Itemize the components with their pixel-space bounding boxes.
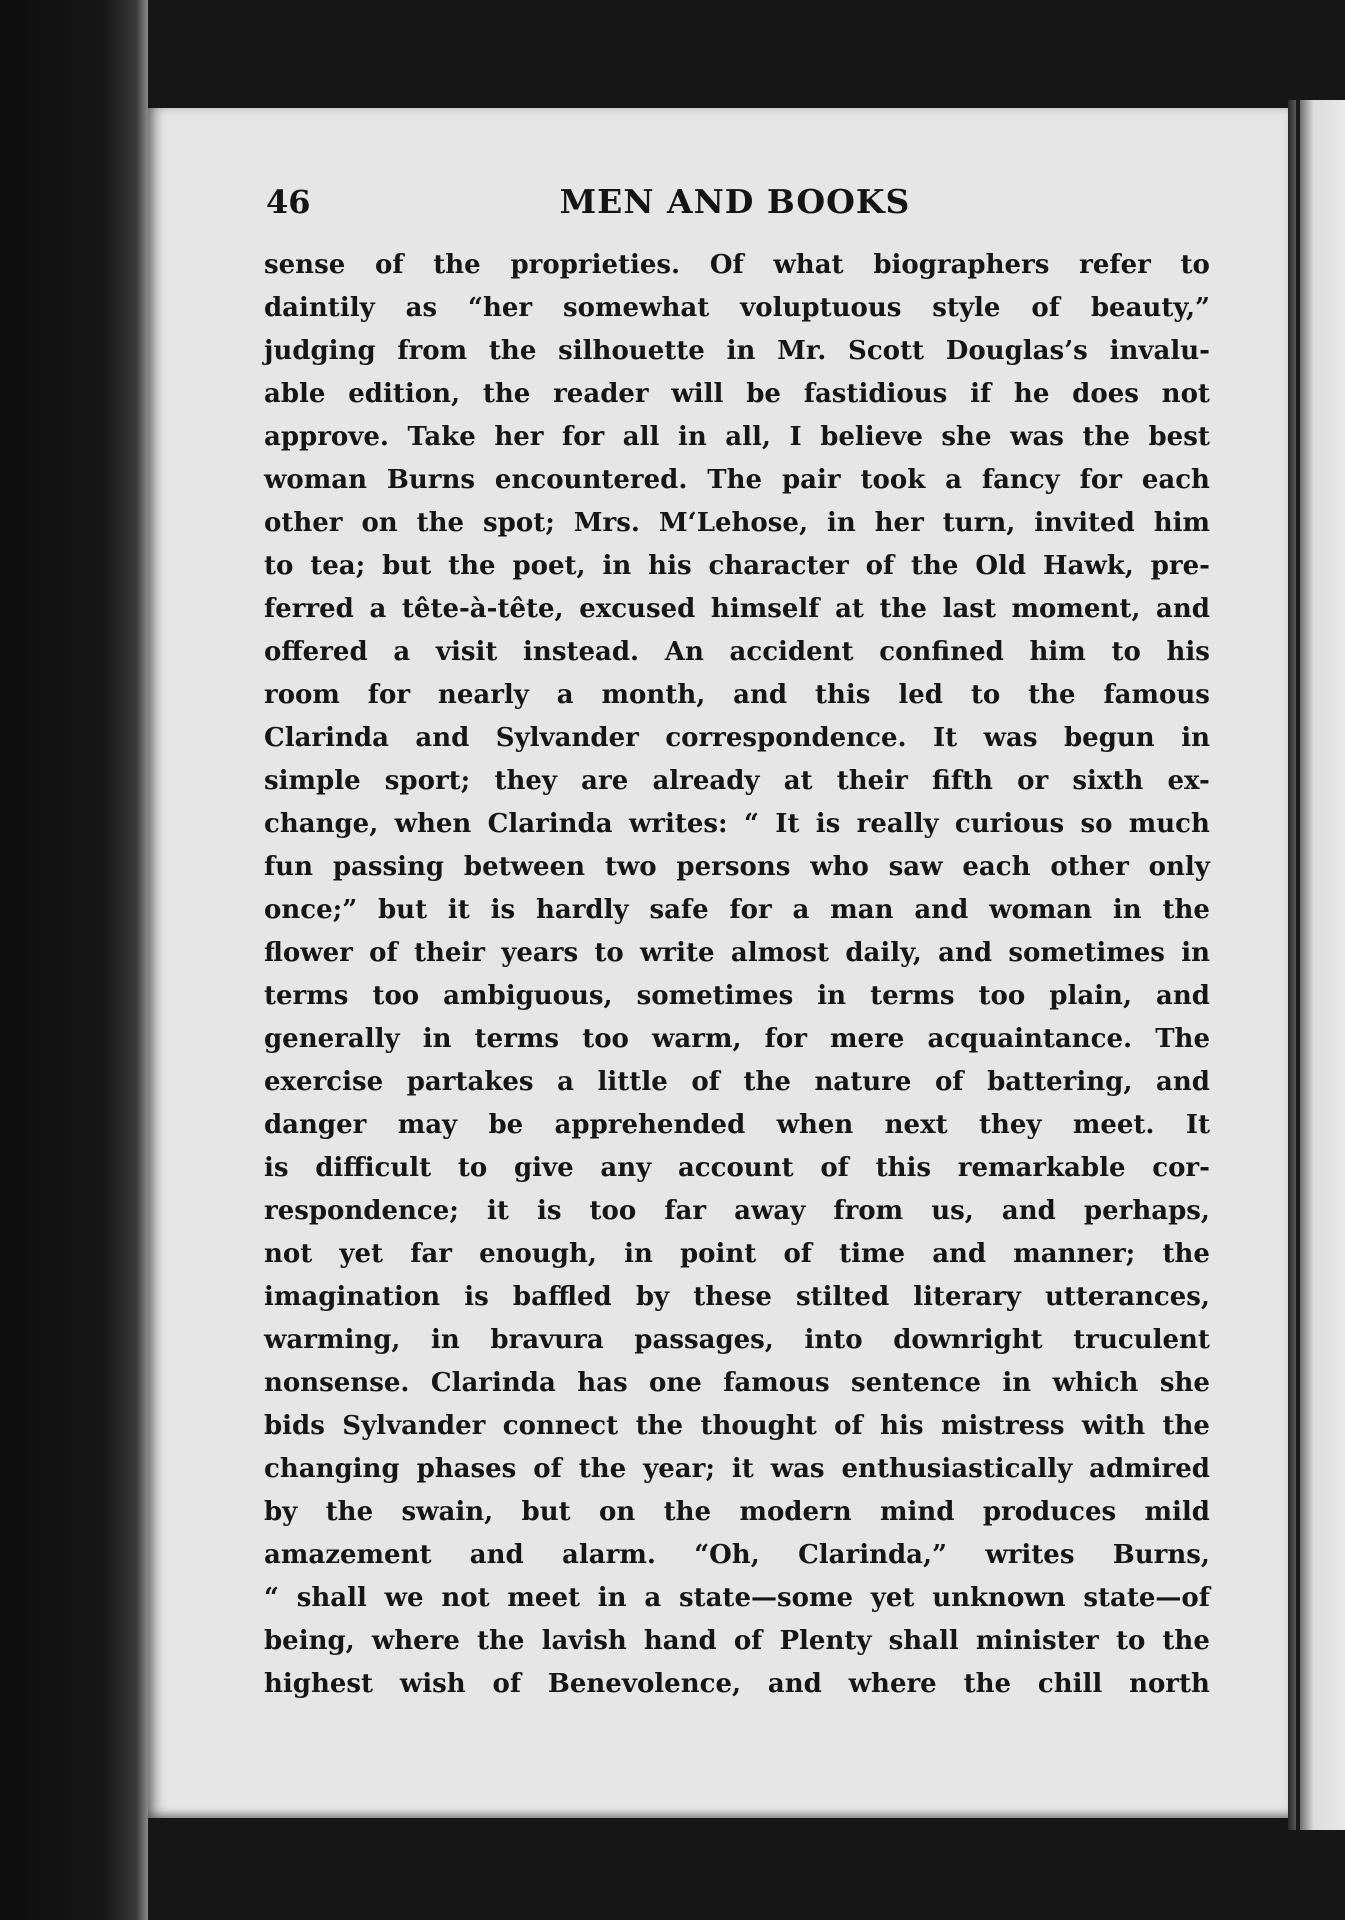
text-line: to tea; but the poet, in his character of the Old Hawk, pre- <box>264 551 1210 581</box>
page-edge-line <box>1296 100 1300 1830</box>
text-line: fun passing between two persons who saw each other only <box>264 852 1210 882</box>
text-line: terms too ambiguous, sometimes in terms too plain, and <box>264 981 1210 1011</box>
text-line: by the swain, but on the modern mind produces mild <box>264 1497 1210 1527</box>
text-line: change, when Clarinda writes: “ It is really curious so much <box>264 809 1210 839</box>
text-line: warming, in bravura passages, into downright truculent <box>264 1325 1210 1355</box>
page-header <box>266 180 1204 230</box>
text-line: is difficult to give any account of this remarkable cor- <box>264 1153 1210 1183</box>
text-line: offered a visit instead. An accident confined him to his <box>264 637 1210 667</box>
text-line: woman Burns encountered. The pair took a fancy for each <box>264 465 1210 495</box>
text-line: danger may be apprehended when next they meet. It <box>264 1110 1210 1140</box>
text-line: respondence; it is too far away from us, and perhaps, <box>264 1196 1210 1226</box>
text-line: sense of the proprieties. Of what biographers refer to <box>264 250 1210 280</box>
text-line: able edition, the reader will be fastidious if he does not <box>264 379 1210 409</box>
next-page-edge <box>1288 100 1345 1830</box>
text-line: exercise partakes a little of the nature of battering, and <box>264 1067 1210 1097</box>
scan-left-edge <box>0 0 148 1920</box>
page-number: 46 <box>266 183 311 221</box>
text-line: once;” but it is hardly safe for a man and woman in the <box>264 895 1210 925</box>
body-text <box>264 244 1210 1706</box>
text-line: daintily as “her somewhat voluptuous style of beauty,” <box>264 293 1210 323</box>
text-line: room for nearly a month, and this led to the famous <box>264 680 1210 710</box>
text-line: highest wish of Benevolence, and where the chill north <box>264 1669 1210 1699</box>
text-line: flower of their years to write almost daily, and sometimes in <box>264 938 1210 968</box>
text-line: bids Sylvander connect the thought of his mistress with the <box>264 1411 1210 1441</box>
text-line: judging from the silhouette in Mr. Scott Douglas’s invalu- <box>264 336 1210 366</box>
text-line: other on the spot; Mrs. M‘Lehose, in her turn, invited him <box>264 508 1210 538</box>
text-line: changing phases of the year; it was enthusiastically admired <box>264 1454 1210 1484</box>
text-line: ferred a tête-à-tête, excused himself at the last moment, and <box>264 594 1210 624</box>
text-line: amazement and alarm. “Oh, Clarinda,” writes Burns, <box>264 1540 1210 1570</box>
text-line: simple sport; they are already at their fifth or sixth ex- <box>264 766 1210 796</box>
text-line: “ shall we not meet in a state—some yet unknown state—of <box>264 1583 1210 1613</box>
text-line: imagination is baffled by these stilted literary utterances, <box>264 1282 1210 1312</box>
text-line: being, where the lavish hand of Plenty shall minister to the <box>264 1626 1210 1656</box>
text-line: Clarinda and Sylvander correspondence. It was begun in <box>264 723 1210 753</box>
text-line: not yet far enough, in point of time and manner; the <box>264 1239 1210 1269</box>
running-head: MEN AND BOOKS <box>559 182 911 221</box>
text-line: approve. Take her for all in all, I believe she was the best <box>264 422 1210 452</box>
text-line: generally in terms too warm, for mere acquaintance. The <box>264 1024 1210 1054</box>
text-line: nonsense. Clarinda has one famous sentence in which she <box>264 1368 1210 1398</box>
